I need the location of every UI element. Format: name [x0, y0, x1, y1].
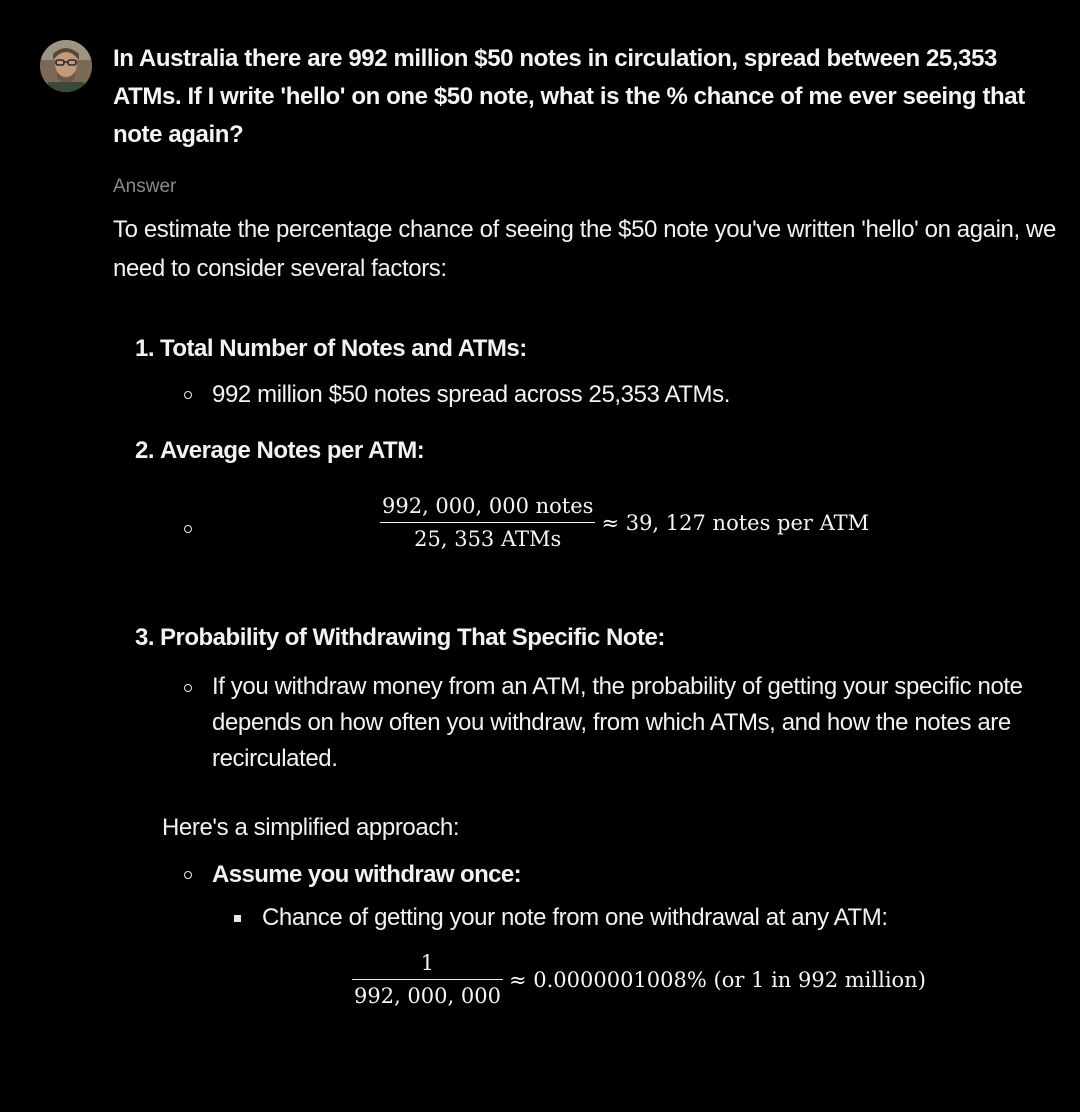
fraction-numerator: 1: [352, 951, 503, 980]
step-2-number: 2.: [135, 437, 155, 464]
bullet-icon: [184, 684, 192, 692]
step-1-number: 1.: [135, 335, 155, 362]
step-2-title-text: Average Notes per ATM:: [160, 437, 425, 464]
bullet-icon: [184, 525, 192, 533]
step-1-title-text: Total Number of Notes and ATMs:: [160, 335, 527, 362]
step-3-title-text: Probability of Withdrawing That Specific Note:: [160, 624, 665, 651]
step-3-title: [135, 621, 665, 655]
step-3-number: 3.: [135, 624, 155, 651]
assume-withdraw-once: Assume you withdraw once:: [212, 861, 522, 888]
fraction-denominator: 25, 353 ATMs: [414, 527, 562, 551]
chance-one-withdrawal: Chance of getting your note from one withdrawal at any ATM:: [262, 904, 888, 931]
fraction-numerator: 992, 000, 000 notes: [380, 494, 595, 523]
bullet-icon: [184, 391, 192, 399]
formula-chance: [352, 951, 926, 1008]
formula-result: ≈ 0.0000001008% (or 1 in 992 million): [508, 967, 926, 992]
fraction-denominator: 992, 000, 000: [354, 984, 501, 1008]
bullet-icon: [184, 871, 192, 879]
answer-label: Answer: [113, 176, 177, 197]
fraction: [352, 951, 503, 1008]
step-2-title: [135, 434, 424, 468]
step-1-bullet: 992 million $50 notes spread across 25,353 ATMs.: [212, 381, 730, 408]
formula-notes-per-atm: [380, 494, 869, 551]
step-1-title: [135, 332, 527, 366]
user-question: In Australia there are 992 million $50 notes in circulation, spread between 25,353 ATMs. If I write 'hello' on one $50 note, what is the % chance of me ever seeing that note again?: [113, 45, 1025, 148]
answer-intro: To estimate the percentage chance of seeing the $50 note you've written 'hello' on again, we need to consider several factors:: [113, 216, 1056, 282]
formula-result: ≈ 39, 127 notes per ATM: [601, 510, 870, 535]
approach-intro: Here's a simplified approach:: [162, 814, 460, 841]
square-bullet-icon: [234, 915, 241, 922]
fraction: [380, 494, 595, 551]
user-avatar-icon: [40, 40, 92, 92]
step-3-bullet: If you withdraw money from an ATM, the probability of getting your specific note depends on how often you withdraw, from which ATMs, and how the notes are recirculated.: [212, 673, 1023, 772]
